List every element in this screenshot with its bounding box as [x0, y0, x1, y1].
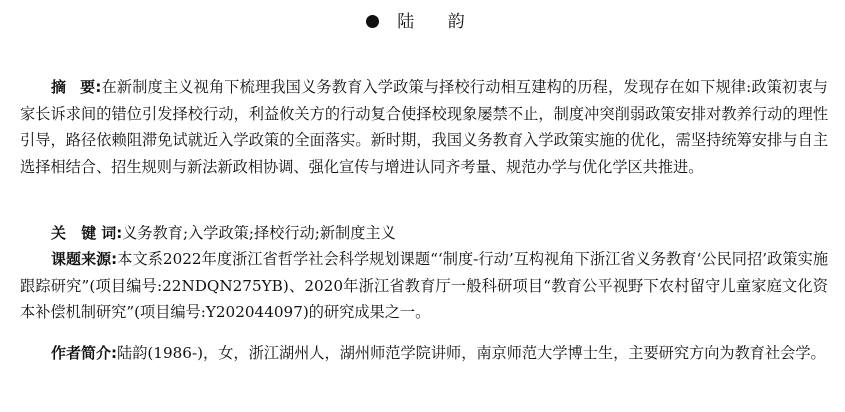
- author-bio-text: 陆韵(1986-)，女，浙江湖州人，湖州师范学院讲师，南京师范大学博士生，主要研究方向为教育社会学。: [117, 344, 826, 362]
- keywords-label-end: 词:: [101, 224, 123, 242]
- keywords-text: 义务教育;入学政策;择校行动;新制度主义: [122, 224, 396, 242]
- keywords-label-main: 关 键: [51, 224, 102, 242]
- abstract-label-end: 要:: [80, 78, 102, 96]
- author-bio-paragraph: [20, 340, 828, 367]
- abstract-text: 在新制度主义视角下梳理我国义务教育入学政策与择校行动相互建构的历程，发现存在如下规律:政策初衷与家长诉求间的错位引发择校行动，利益攸关方的行动复合使择校现象屡禁不止，制度冲突削弱政策安排对教养行动的理性引导，路径依赖阻滞免试就近入学政策的全面落实。新时期，我国义务教育入学政策实施的优化，需坚持统筹安排与自主选择相结合、招生规则与新法新政相协调、强化宣传与增进认同齐考量、规范办学与优化学区共推进。: [20, 78, 828, 176]
- funding-paragraph: [20, 246, 828, 326]
- author-name: 陆 韵: [397, 12, 479, 32]
- author-bio-label: 作者简介:: [51, 344, 117, 362]
- keywords-paragraph: [20, 220, 828, 247]
- abstract-paragraph: [20, 74, 828, 180]
- filled-circle-icon: [366, 15, 379, 28]
- abstract-label-main: 摘: [51, 78, 81, 96]
- author-line: [0, 9, 845, 35]
- funding-text: 本文系2022年度浙江省哲学社会科学规划课题“‘制度-行动’互构视角下浙江省义务教育‘公民同招’政策实施跟踪研究”(项目编号:22NDQN275YB)、2020年浙江省教育厅一般科研项目“教育公平视野下农村留守儿童家庭文化资本补偿机制研究”(项目编号:Y202044097)的研究成果之一。: [20, 250, 829, 322]
- funding-label: 课题来源:: [51, 250, 118, 268]
